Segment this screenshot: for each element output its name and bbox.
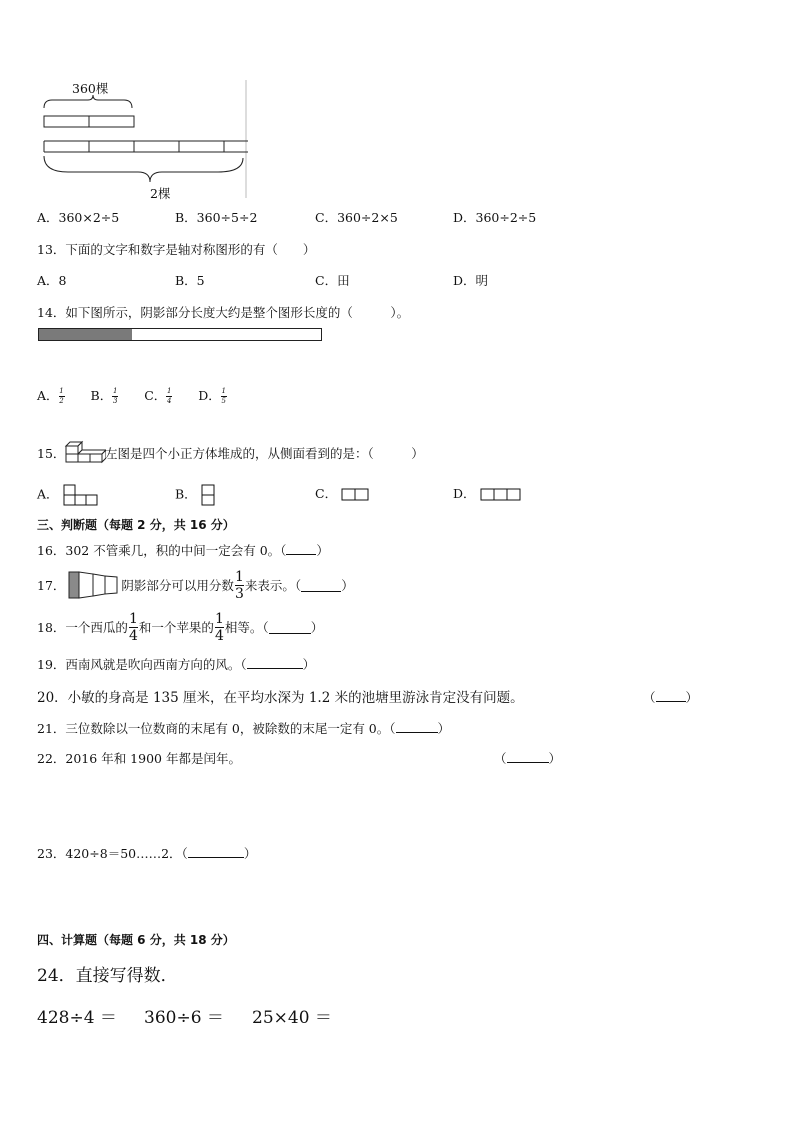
q12-line-diagram bbox=[38, 78, 253, 200]
q20: 20．小敏的身高是 135 厘米，在平均水深为 1.2 米的池塘里游泳肯定没有问题。 bbox=[37, 690, 524, 706]
q15-option-a-label: A． bbox=[37, 486, 59, 502]
q24-item-1: 428÷4 ＝ bbox=[37, 1008, 117, 1028]
q13-option-b: B．5 bbox=[175, 273, 205, 288]
q15-option-d bbox=[453, 484, 522, 502]
q15-option-c bbox=[315, 484, 371, 502]
q14-option-c: C． $\frac{1}{4}$ bbox=[144, 387, 172, 405]
q14-option-d: D． $\frac{1}{5}$ bbox=[198, 387, 227, 405]
q18-answer-blank[interactable] bbox=[269, 621, 311, 634]
q13-option-d: D．明 bbox=[453, 273, 489, 288]
q16-answer-blank[interactable] bbox=[286, 542, 316, 555]
q13-option-c: C．田 bbox=[315, 273, 350, 288]
q20-answer: （ ） bbox=[643, 690, 699, 705]
q22-answer-blank[interactable] bbox=[507, 750, 549, 763]
q15-option-a bbox=[37, 484, 99, 506]
q19: 19．西南风就是吹向西南方向的风。（ ） bbox=[37, 657, 316, 672]
q12-bottom-label: 2棵 bbox=[150, 186, 171, 201]
q17-shaded-figure bbox=[67, 570, 119, 600]
q14-bar bbox=[38, 328, 322, 341]
q15-option-d-shape bbox=[480, 488, 522, 502]
section-3-heading: 三、判断题（每题 2 分，共 16 分） bbox=[37, 518, 235, 532]
q18-fraction-2: $\frac{1}{4}$ bbox=[214, 610, 224, 644]
q24-item-2: 360÷6 ＝ bbox=[144, 1008, 224, 1028]
q13-stem: 13．下面的文字和数字是轴对称图形的有（ ） bbox=[37, 242, 316, 257]
q12-option-c: C．360÷2×5 bbox=[315, 210, 398, 225]
q15-cubes-figure bbox=[64, 436, 106, 464]
q15-option-c-shape bbox=[341, 488, 371, 502]
q12-figure bbox=[38, 78, 253, 200]
q17-fraction: $\frac{1}{3}$ bbox=[234, 568, 244, 602]
q14-option-b: B． $\frac{1}{3}$ bbox=[90, 387, 118, 405]
q14-stem: 14．如下图所示，阴影部分长度大约是整个图形长度的（ ）。 bbox=[37, 305, 410, 320]
q15-option-b bbox=[175, 484, 217, 506]
q12-option-b: B．360÷5÷2 bbox=[175, 210, 258, 225]
q15-stem: 左图是四个小正方体堆成的，从侧面看到的是：（ ） bbox=[105, 446, 424, 461]
q21-answer-blank[interactable] bbox=[396, 720, 438, 733]
q24-item-3: 25×40 ＝ bbox=[252, 1008, 332, 1028]
q13-option-a: A．8 bbox=[37, 273, 67, 288]
q15-option-c-label: C． bbox=[315, 486, 338, 501]
q16: 16．302 不管乘几，积的中间一定会有 0。（ ） bbox=[37, 543, 329, 558]
q14-options bbox=[37, 386, 227, 405]
q23: 23．420÷8＝50……2．（ ） bbox=[37, 846, 257, 861]
q12-option-d: D．360÷2÷5 bbox=[453, 210, 537, 225]
q14-shaded-part bbox=[39, 329, 132, 340]
q18-fraction-1: $\frac{1}{4}$ bbox=[128, 610, 138, 644]
q12-top-label: 360棵 bbox=[72, 81, 109, 96]
q17: 17． 阴影部分可以用分数 $\frac{1}{3}$ 来表示。（ ） bbox=[37, 568, 354, 602]
q23-answer-blank[interactable] bbox=[188, 845, 244, 858]
q22: 22．2016 年和 1900 年都是闰年。 bbox=[37, 751, 241, 766]
q19-answer-blank[interactable] bbox=[247, 656, 303, 669]
q17-answer-blank[interactable] bbox=[301, 579, 341, 592]
q15-option-b-shape bbox=[201, 484, 217, 506]
q12-option-a: A．360×2÷5 bbox=[37, 210, 120, 225]
section-4-heading: 四、计算题（每题 6 分，共 18 分） bbox=[37, 933, 235, 947]
q18: 18．一个西瓜的 $\frac{1}{4}$ 和一个苹果的 $\frac{1}{4}$ 相等。（ ） bbox=[37, 610, 324, 644]
q14-option-a: A． $\frac{1}{2}$ bbox=[37, 387, 64, 405]
q15-number: 15． bbox=[37, 446, 66, 461]
q15-option-a-shape bbox=[63, 484, 99, 506]
q22-answer: （ ） bbox=[494, 751, 562, 766]
q21: 21．三位数除以一位数商的末尾有 0，被除数的末尾一定有 0。（ ） bbox=[37, 721, 451, 736]
q15-option-b-label: B． bbox=[175, 486, 197, 502]
q24-stem: 24．直接写得数． bbox=[37, 966, 178, 986]
q20-answer-blank[interactable] bbox=[656, 689, 686, 702]
q15-option-d-label: D． bbox=[453, 486, 476, 501]
